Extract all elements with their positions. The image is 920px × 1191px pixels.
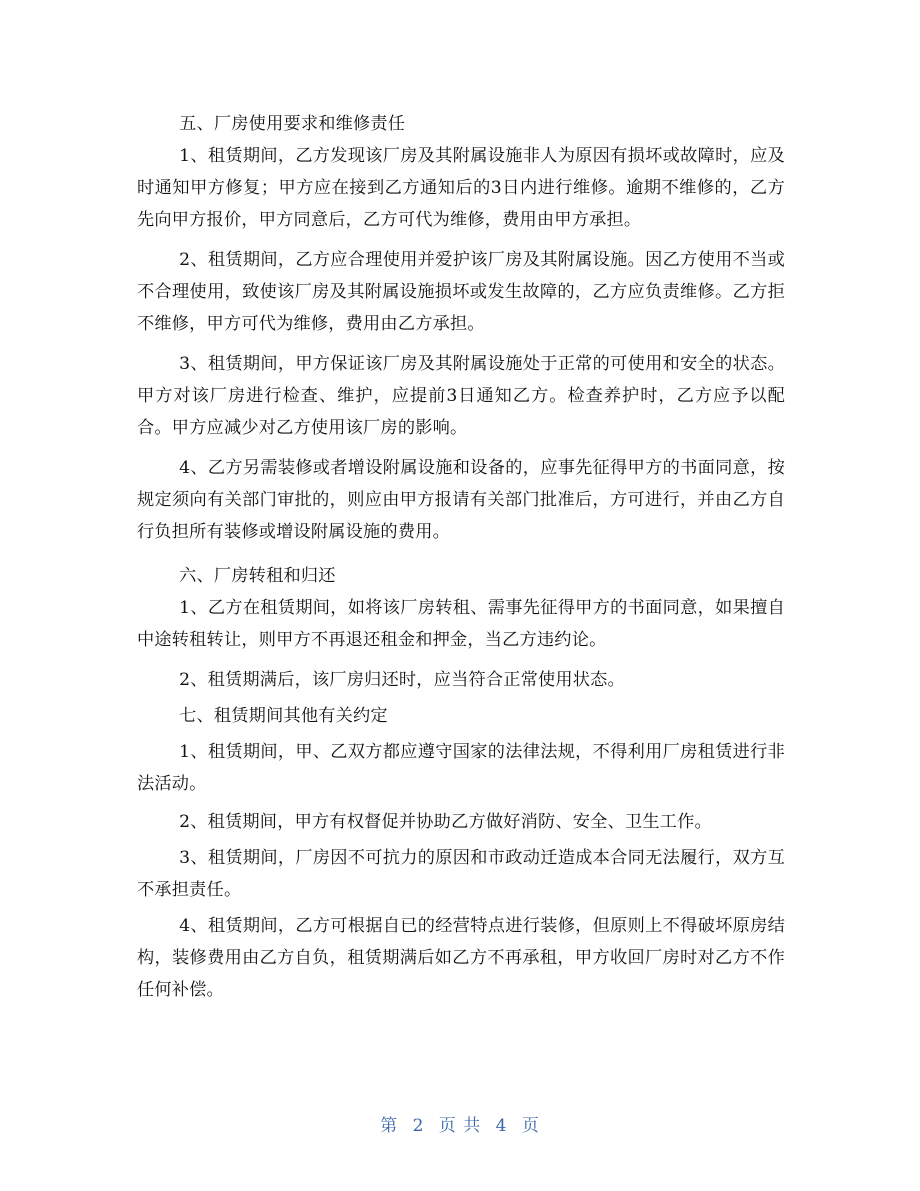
footer-prefix: 第	[380, 1116, 399, 1136]
paragraph-7-4: 4、租赁期间，乙方可根据自已的经营特点进行装修，但原则上不得破坏原房结构，装修费用由乙方自负，租赁期满后如乙方不再承租，甲方收回厂房时对乙方不作任何补偿。	[137, 916, 785, 1000]
paragraph-6-2: 2、租赁期满后，该厂房归还时，应当符合正常使用状态。	[179, 670, 625, 690]
section-heading-6: 六、厂房转租和归还	[179, 566, 336, 586]
paragraph-5-1: 1、租赁期间，乙方发现该厂房及其附属设施非人为原因有损坏或故障时，应及时通知甲方修复；甲方应在接到乙方通知后的3日内进行维修。逾期不维修的，乙方先向甲方报价，甲方同意后，乙方可代为维修，费用由甲方承担。	[137, 146, 785, 230]
paragraph-5-4: 4、乙方另需装修或者增设附属设施和设备的，应事先征得甲方的书面同意，按规定须向有关部门审批的，则应由甲方报请有关部门批准后，方可进行，并由乙方自行负担所有装修或增设附属设施的费用。	[137, 458, 785, 542]
paragraph-7-3: 3、租赁期间，厂房因不可抗力的原因和市政动迁造成本合同无法履行，双方互不承担责任。	[137, 848, 785, 900]
paragraph-7-1: 1、租赁期间，甲、乙双方都应遵守国家的法律法规，不得利用厂房租赁进行非法活动。	[137, 742, 785, 794]
footer-total-pages: 4	[495, 1116, 508, 1136]
footer-page-number: 2	[412, 1116, 425, 1136]
page-footer	[0, 1114, 920, 1138]
paragraph-7-2: 2、租赁期间，甲方有权督促并协助乙方做好消防、安全、卫生工作。	[179, 812, 712, 832]
section-heading-5: 五、厂房使用要求和维修责任	[179, 114, 406, 134]
section-heading-7: 七、租赁期间其他有关约定	[179, 706, 388, 726]
footer-middle: 页 共	[438, 1116, 482, 1136]
paragraph-5-2: 2、租赁期间，乙方应合理使用并爱护该厂房及其附属设施。因乙方使用不当或不合理使用，致使该厂房及其附属设施损坏或发生故障的，乙方应负责维修。乙方拒不维修，甲方可代为维修，费用由乙方承担。	[137, 250, 785, 334]
paragraph-5-3: 3、租赁期间，甲方保证该厂房及其附属设施处于正常的可使用和安全的状态。甲方对该厂房进行检查、维护，应提前3日通知乙方。检查养护时，乙方应予以配合。甲方应减少对乙方使用该厂房的影响。	[137, 354, 785, 438]
paragraph-6-1: 1、乙方在租赁期间，如将该厂房转租、需事先征得甲方的书面同意，如果擅自中途转租转让，则甲方不再退还租金和押金，当乙方违约论。	[137, 598, 785, 650]
footer-suffix: 页	[521, 1116, 540, 1136]
